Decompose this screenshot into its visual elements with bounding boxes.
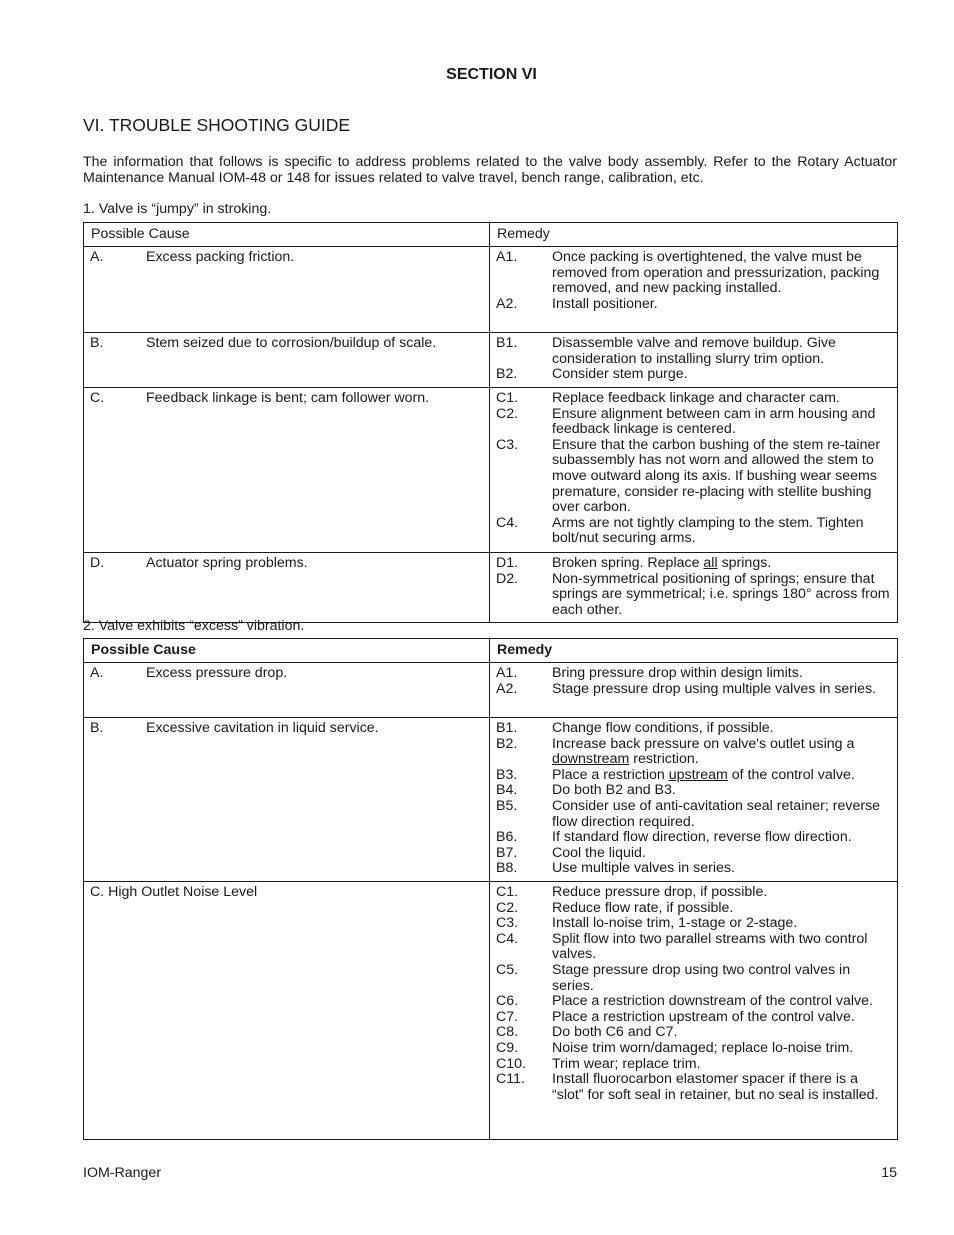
remedy-line (496, 391, 891, 407)
remedy-cell (490, 663, 898, 718)
remedy-line (496, 682, 891, 698)
remedy-code: B3. (496, 766, 518, 783)
remedy-code: D1. (496, 555, 519, 571)
remedy-text: Place a restriction downstream of the control valve. (552, 993, 873, 1010)
remedy-line (496, 768, 891, 784)
cause-label: B. (90, 335, 104, 351)
remedy-line (496, 336, 891, 367)
table-row (84, 388, 898, 553)
remedy-text: Consider stem purge. (552, 366, 688, 383)
remedy-code: B4. (496, 782, 518, 799)
remedy-code: C4. (496, 514, 519, 531)
remedy-text: Trim wear; replace trim. (552, 1055, 701, 1072)
remedy-line (496, 846, 891, 862)
remedy-text: Split flow into two parallel streams with two control valves. (552, 930, 868, 963)
remedy-text: Stage pressure drop using two control valves in series. (552, 961, 851, 994)
remedy-code: A2. (496, 295, 518, 312)
remedy-text: Install positioner. (552, 295, 658, 312)
remedy-cell (490, 247, 898, 333)
section-title: SECTION VI (446, 66, 537, 83)
remedy-text: If standard flow direction, reverse flow direction. (552, 829, 852, 846)
remedy-line (496, 830, 891, 846)
remedy-text: Place a restriction upstream of the control valve. (552, 766, 855, 783)
cause-label: D. (90, 555, 105, 571)
intro-paragraph: The information that follows is specific to address problems related to the valve body assembly. Refer to the Rotary Actuator Maintenance Manual IOM-48 or 148 for issues related to valve travel, bench range, calibration, etc. (83, 154, 897, 186)
cause-cell (84, 882, 490, 1140)
remedy-line (496, 901, 891, 917)
cause-cell (84, 553, 490, 623)
remedy-code: B2. (496, 366, 518, 383)
remedy-line (496, 516, 891, 547)
remedy-code: C3. (496, 915, 519, 932)
cause-cell (84, 247, 490, 333)
remedy-line (496, 250, 891, 297)
remedy-text: Once packing is overtightened, the valve must be removed from operation and pressurization, packing removed, and new packing installed. (552, 249, 880, 297)
remedy-code: C1. (496, 390, 519, 406)
remedy-code: B8. (496, 860, 518, 877)
col-header-remedy: Remedy (490, 639, 898, 663)
remedy-text: Ensure alignment between cam in arm housing and feedback linkage is centered. (552, 405, 876, 438)
remedy-text: Reduce flow rate, if possible. (552, 899, 734, 916)
remedy-cell (490, 882, 898, 1140)
remedy-text: Cool the liquid. (552, 844, 646, 861)
remedy-code: A1. (496, 249, 518, 265)
remedy-text: Bring pressure drop within design limits. (552, 665, 803, 681)
remedy-code: C1. (496, 884, 519, 900)
cause-text: Feedback linkage is bent; cam follower worn. (146, 390, 430, 406)
table-header-row (84, 223, 898, 247)
remedy-text: Non-symmetrical positioning of springs; ensure that springs are symmetrical; i.e. springs 180° across from each other. (552, 570, 890, 618)
remedy-code: A2. (496, 680, 518, 697)
cause-cell (84, 388, 490, 553)
remedy-code: A1. (496, 665, 518, 681)
remedy-line (496, 885, 891, 901)
remedy-text: Increase back pressure on valve's outlet using a downstream restriction. (552, 735, 855, 768)
table-row (84, 663, 898, 718)
remedy-code: C10. (496, 1055, 526, 1072)
guide-title: VI. TROUBLE SHOOTING GUIDE (83, 115, 351, 135)
page-number: 15 (881, 1165, 897, 1181)
remedy-line (496, 438, 891, 516)
remedy-code: C8. (496, 1024, 519, 1041)
remedy-line (496, 1057, 891, 1073)
remedy-line (496, 297, 891, 313)
table-row (84, 247, 898, 333)
remedy-text: Change flow conditions, if possible. (552, 720, 774, 736)
footer-doc-id: IOM-Ranger (83, 1165, 162, 1181)
remedy-code: C5. (496, 961, 519, 978)
remedy-line (496, 994, 891, 1010)
remedy-line (496, 932, 891, 963)
remedy-line (496, 737, 891, 768)
remedy-code: D2. (496, 570, 519, 587)
remedy-line (496, 783, 891, 799)
remedy-cell (490, 553, 898, 623)
remedy-cell (490, 333, 898, 388)
troubleshooting-table-2 (83, 638, 898, 1140)
remedy-text: Replace feedback linkage and character cam. (552, 390, 840, 406)
remedy-text: Use multiple valves in series. (552, 860, 735, 877)
cause-label: C. (90, 390, 105, 406)
remedy-text: Stage pressure drop using multiple valves in series. (552, 680, 877, 697)
cause-cell (84, 333, 490, 388)
remedy-code: C9. (496, 1039, 519, 1056)
table-header-row (84, 639, 898, 663)
remedy-code: B1. (496, 720, 518, 736)
remedy-line (496, 963, 891, 994)
cause-text: Excess packing friction. (146, 249, 295, 265)
remedy-line (496, 1041, 891, 1057)
remedy-text: Consider use of anti-cavitation seal retainer; reverse flow direction required. (552, 797, 881, 830)
remedy-code: C11. (496, 1071, 525, 1088)
cause-label: A. (90, 249, 104, 265)
remedy-text: Disassemble valve and remove buildup. Give consideration to installing slurry trim option. (552, 335, 836, 367)
remedy-line (496, 861, 891, 877)
remedy-code: C4. (496, 930, 519, 947)
remedy-code: C6. (496, 993, 519, 1010)
remedy-text: Noise trim worn/damaged; replace lo-noise trim. (552, 1039, 854, 1056)
remedy-text: Reduce pressure drop, if possible. (552, 884, 768, 900)
col-header-remedy: Remedy (490, 223, 898, 247)
remedy-text: Place a restriction upstream of the control valve. (552, 1008, 855, 1025)
table-row (84, 553, 898, 623)
remedy-code: B2. (496, 735, 518, 752)
cause-text: Stem seized due to corrosion/buildup of scale. (146, 335, 437, 351)
remedy-line (496, 1010, 891, 1026)
remedy-code: C2. (496, 899, 519, 916)
remedy-cell (490, 388, 898, 553)
remedy-line (496, 572, 891, 619)
remedy-code: C3. (496, 436, 519, 453)
remedy-line (496, 799, 891, 830)
remedy-code: B1. (496, 335, 518, 351)
remedy-text: Ensure that the carbon bushing of the stem re-tainer subassembly has not worn and allowed the stem to move outward along its axis. If bushing wear seems premature, consider re-placing with stellite bushing over carbon. (552, 436, 881, 516)
remedy-text: Install fluorocarbon elastomer spacer if there is a “slot” for soft seal in retainer, but no seal is installed. (552, 1071, 879, 1103)
cause-text: High Outlet Noise Level (108, 884, 258, 900)
cause-text: Actuator spring problems. (146, 555, 308, 571)
remedy-line (496, 1072, 891, 1103)
cause-text: Excess pressure drop. (146, 665, 288, 681)
remedy-code: C7. (496, 1008, 519, 1025)
remedy-text: Arms are not tightly clamping to the stem. Tighten bolt/nut securing arms. (552, 514, 864, 547)
remedy-text: Broken spring. Replace all springs. (552, 555, 772, 571)
cause-text: Excessive cavitation in liquid service. (146, 720, 379, 736)
remedy-cell (490, 718, 898, 882)
problem-1-heading: 1. Valve is “jumpy” in stroking. (83, 201, 272, 217)
remedy-line (496, 556, 891, 572)
problem-2-heading: 2. Valve exhibits “excess” vibration. (83, 618, 305, 634)
cause-label: A. (90, 665, 104, 681)
cause-cell (84, 663, 490, 718)
table-row (84, 333, 898, 388)
remedy-line (496, 916, 891, 932)
remedy-line (496, 367, 891, 383)
remedy-text: Do both B2 and B3. (552, 782, 676, 799)
cause-label: B. (90, 720, 104, 736)
cause-label: C. (90, 884, 105, 900)
remedy-code: B5. (496, 797, 518, 814)
remedy-text: Install lo-noise trim, 1-stage or 2-stage. (552, 915, 798, 932)
remedy-line (496, 407, 891, 438)
col-header-cause: Possible Cause (84, 223, 490, 247)
remedy-line (496, 666, 891, 682)
table-row (84, 882, 898, 1140)
remedy-code: B7. (496, 844, 518, 861)
col-header-cause: Possible Cause (84, 639, 490, 663)
remedy-line (496, 721, 891, 737)
remedy-code: C2. (496, 405, 519, 422)
remedy-code: B6. (496, 829, 518, 846)
remedy-line (496, 1025, 891, 1041)
cause-cell (84, 718, 490, 882)
troubleshooting-table-1 (83, 222, 898, 623)
table-row (84, 718, 898, 882)
remedy-text: Do both C6 and C7. (552, 1024, 678, 1041)
